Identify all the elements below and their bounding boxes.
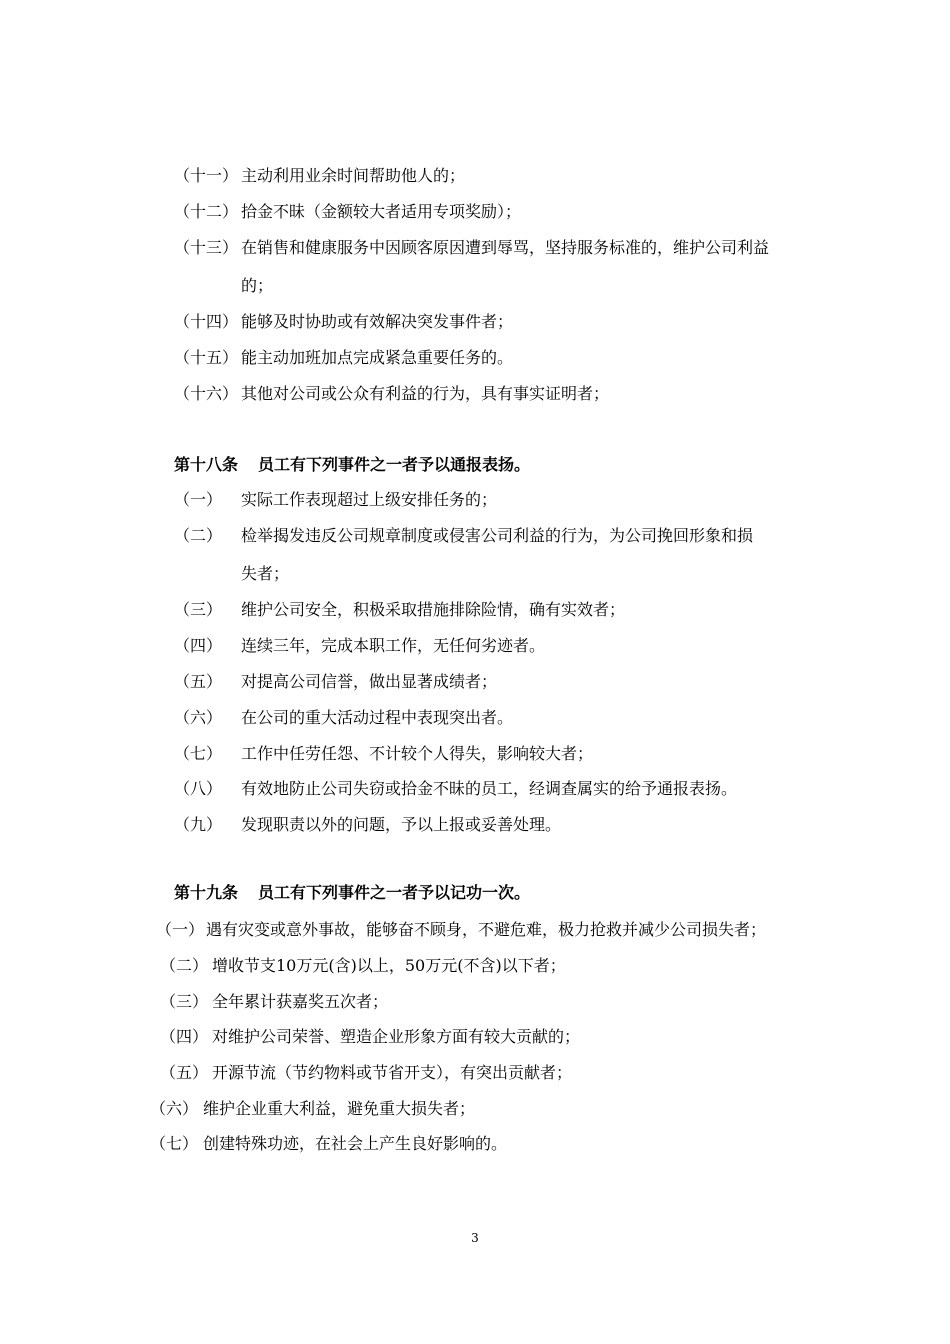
item-number: （七） [174, 744, 223, 763]
item-text: 创建特殊功迹，在社会上产生良好影响的。 [203, 1134, 508, 1153]
item-text: 对维护公司荣誉、塑造企业形象方面有较大贡献的； [212, 1027, 581, 1046]
article-title: 员工有下列事件之一者予以通报表扬。 [258, 455, 531, 474]
article-19-heading [174, 883, 530, 903]
item-number: （四） [160, 1027, 209, 1046]
item-number: （一） [174, 490, 223, 509]
item-text: 能够及时协助或有效解决突发事件者； [241, 312, 514, 331]
item-number: （九） [174, 815, 223, 834]
article-18-heading [174, 455, 530, 475]
item-text: 检举揭发违反公司规章制度或侵害公司利益的行为，为公司挽回形象和损 [241, 526, 754, 545]
item-number: （八） [174, 779, 223, 798]
item-text: 发现职责以外的问题，予以上报或妥善处理。 [241, 815, 562, 834]
item-number: （十三） [174, 238, 239, 257]
item-text: 实际工作表现超过上级安排任务的； [241, 490, 498, 509]
item-text: 连续三年，完成本职工作，无任何劣迹者。 [241, 636, 546, 655]
item-text: 在公司的重大活动过程中表现突出者。 [241, 708, 514, 727]
item-number: （六） [174, 708, 223, 727]
item-number: （五） [160, 1063, 209, 1082]
item-number: （三） [174, 600, 223, 619]
item-number: （三） [160, 992, 209, 1011]
item-number: （一） [156, 920, 205, 939]
item-number: （二） [160, 956, 209, 975]
item-text: 遇有灾变或意外事故，能够奋不顾身，不避危难，极力抢救并减少公司损失者； [206, 920, 767, 939]
item-text: 增收节支10万元(含)以上，50万元(不含)以下者； [212, 956, 566, 975]
item-number: （六） [150, 1099, 199, 1118]
item-number: （七） [150, 1134, 199, 1153]
item-text: 其他对公司或公众有利益的行为，具有事实证明者； [241, 384, 610, 403]
item-text: 对提高公司信誉，做出显著成绩者； [241, 672, 498, 691]
item-text: 工作中任劳任怨、不计较个人得失，影响较大者； [241, 744, 594, 763]
item-number: （二） [174, 526, 223, 545]
item-text: 有效地防止公司失窃或拾金不昧的员工，经调查属实的给予通报表扬。 [241, 779, 738, 798]
item-text: 维护公司安全，积极采取措施排除险情，确有实效者； [241, 600, 626, 619]
item-number: （十五） [174, 348, 239, 367]
item-text: 主动利用业余时间帮助他人的； [241, 166, 466, 185]
article-label: 第十九条 [174, 883, 239, 902]
item-number: （四） [174, 636, 223, 655]
item-number: （十六） [174, 384, 239, 403]
article-title: 员工有下列事件之一者予以记功一次。 [258, 883, 531, 902]
item-text-continuation: 的； [241, 276, 274, 295]
article-label: 第十八条 [174, 455, 239, 474]
item-text: 能主动加班加点完成紧急重要任务的。 [241, 348, 514, 367]
item-number: （五） [174, 672, 223, 691]
item-text: 拾金不昧（金额较大者适用专项奖励）； [241, 202, 522, 221]
item-text: 在销售和健康服务中因顾客原因遭到辱骂，坚持服务标准的，维护公司利益 [241, 238, 770, 257]
item-text: 全年累计获嘉奖五次者； [212, 992, 389, 1011]
item-number: （十一） [174, 166, 239, 185]
item-text: 维护企业重大利益，避免重大损失者； [203, 1099, 476, 1118]
item-number: （十四） [174, 312, 239, 331]
page-number: 3 [471, 1231, 479, 1245]
item-number: （十二） [174, 202, 239, 221]
item-text: 开源节流（节约物料或节省开支），有突出贡献者； [212, 1063, 573, 1082]
item-text-continuation: 失者； [241, 564, 290, 583]
